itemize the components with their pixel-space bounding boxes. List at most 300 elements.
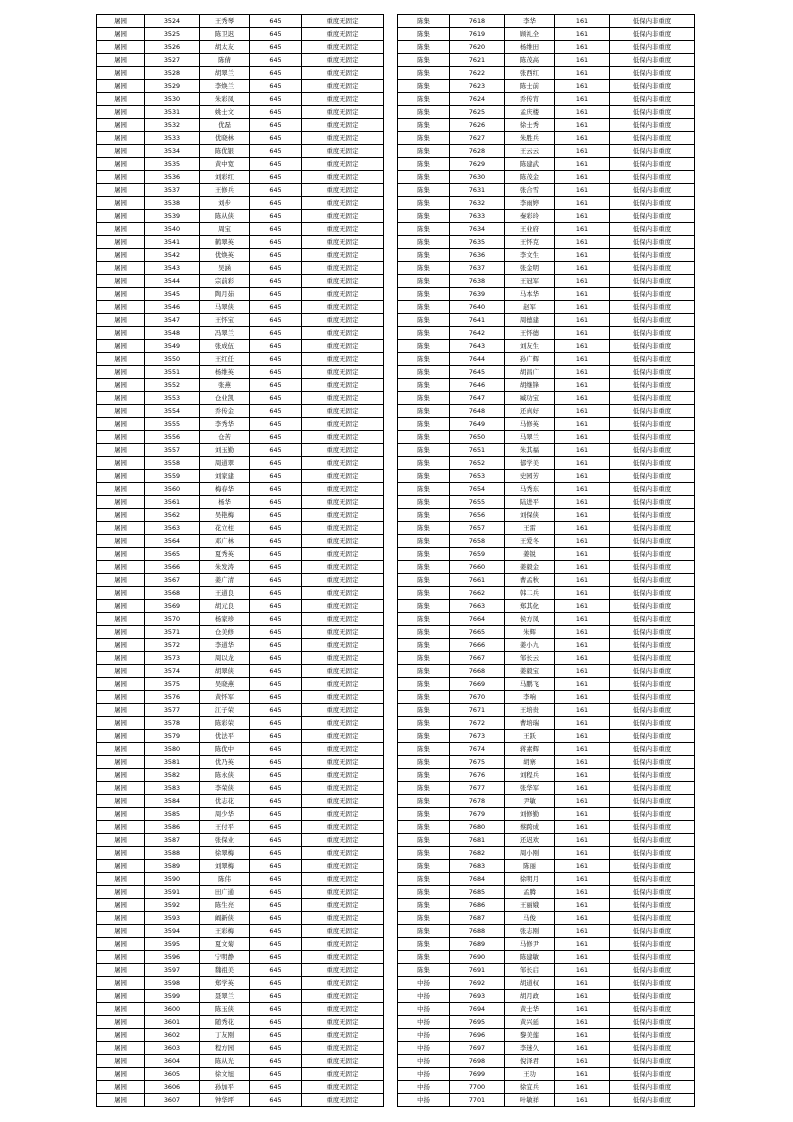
name-cell: 胡元良 bbox=[200, 600, 250, 613]
id-cell: 7636 bbox=[450, 249, 505, 262]
id-cell: 7653 bbox=[450, 470, 505, 483]
name-cell: 张西红 bbox=[505, 67, 555, 80]
town-cell: 屠园 bbox=[97, 1016, 145, 1029]
town-cell: 中扬 bbox=[398, 990, 450, 1003]
town-cell: 屠园 bbox=[97, 1042, 145, 1055]
town-cell: 屠园 bbox=[97, 678, 145, 691]
category-cell: 重度无固定 bbox=[302, 860, 384, 873]
town-cell: 陈集 bbox=[398, 262, 450, 275]
code-cell: 645 bbox=[250, 457, 302, 470]
category-cell: 低保内非重度 bbox=[610, 496, 695, 509]
town-cell: 陈集 bbox=[398, 171, 450, 184]
town-cell: 陈集 bbox=[398, 353, 450, 366]
category-cell: 重度无固定 bbox=[302, 470, 384, 483]
category-cell: 重度无固定 bbox=[302, 548, 384, 561]
id-cell: 7643 bbox=[450, 340, 505, 353]
town-cell: 中扬 bbox=[398, 1003, 450, 1016]
category-cell: 重度无固定 bbox=[302, 912, 384, 925]
name-cell: 刘彩红 bbox=[200, 171, 250, 184]
table-row bbox=[398, 938, 695, 951]
table-row bbox=[97, 834, 384, 847]
town-cell: 屠园 bbox=[97, 873, 145, 886]
name-cell: 杨家珍 bbox=[200, 613, 250, 626]
code-cell: 161 bbox=[555, 730, 610, 743]
table-row bbox=[398, 249, 695, 262]
category-cell: 低保内非重度 bbox=[610, 327, 695, 340]
table-row bbox=[97, 873, 384, 886]
code-cell: 161 bbox=[555, 80, 610, 93]
code-cell: 161 bbox=[555, 145, 610, 158]
town-cell: 陈集 bbox=[398, 509, 450, 522]
table-row bbox=[398, 1081, 695, 1094]
code-cell: 645 bbox=[250, 1003, 302, 1016]
id-cell: 3558 bbox=[145, 457, 200, 470]
town-cell: 屠园 bbox=[97, 808, 145, 821]
name-cell: 聂翠兰 bbox=[200, 990, 250, 1003]
town-cell: 屠园 bbox=[97, 561, 145, 574]
table-row bbox=[97, 1068, 384, 1081]
table-row bbox=[398, 353, 695, 366]
id-cell: 3546 bbox=[145, 301, 200, 314]
table-row bbox=[97, 665, 384, 678]
table-row bbox=[97, 145, 384, 158]
id-cell: 3552 bbox=[145, 379, 200, 392]
id-cell: 7659 bbox=[450, 548, 505, 561]
category-cell: 重度无固定 bbox=[302, 457, 384, 470]
id-cell: 7619 bbox=[450, 28, 505, 41]
id-cell: 7682 bbox=[450, 847, 505, 860]
category-cell: 低保内非重度 bbox=[610, 15, 695, 28]
town-cell: 陈集 bbox=[398, 80, 450, 93]
town-cell: 陈集 bbox=[398, 418, 450, 431]
code-cell: 645 bbox=[250, 561, 302, 574]
code-cell: 645 bbox=[250, 925, 302, 938]
code-cell: 645 bbox=[250, 483, 302, 496]
town-cell: 屠园 bbox=[97, 600, 145, 613]
table-row bbox=[97, 1016, 384, 1029]
code-cell: 161 bbox=[555, 41, 610, 54]
category-cell: 低保内非重度 bbox=[610, 743, 695, 756]
category-cell: 低保内非重度 bbox=[610, 873, 695, 886]
town-cell: 屠园 bbox=[97, 626, 145, 639]
town-cell: 陈集 bbox=[398, 886, 450, 899]
name-cell: 胡昌广 bbox=[505, 366, 555, 379]
town-cell: 陈集 bbox=[398, 366, 450, 379]
category-cell: 低保内非重度 bbox=[610, 275, 695, 288]
town-cell: 陈集 bbox=[398, 158, 450, 171]
name-cell: 鹤翠英 bbox=[200, 236, 250, 249]
table-row bbox=[398, 977, 695, 990]
code-cell: 161 bbox=[555, 28, 610, 41]
id-cell: 7684 bbox=[450, 873, 505, 886]
town-cell: 屠园 bbox=[97, 28, 145, 41]
table-row bbox=[398, 899, 695, 912]
table-row bbox=[398, 275, 695, 288]
town-cell: 屠园 bbox=[97, 197, 145, 210]
table-row bbox=[398, 41, 695, 54]
table-row bbox=[97, 366, 384, 379]
name-cell: 还迟欢 bbox=[505, 834, 555, 847]
name-cell: 优晓林 bbox=[200, 132, 250, 145]
name-cell: 王雷 bbox=[505, 522, 555, 535]
name-cell: 韩二兵 bbox=[505, 587, 555, 600]
id-cell: 3579 bbox=[145, 730, 200, 743]
code-cell: 645 bbox=[250, 366, 302, 379]
category-cell: 重度无固定 bbox=[302, 704, 384, 717]
town-cell: 陈集 bbox=[398, 327, 450, 340]
category-cell: 重度无固定 bbox=[302, 574, 384, 587]
code-cell: 161 bbox=[555, 340, 610, 353]
name-cell: 李焕兰 bbox=[200, 80, 250, 93]
table-row bbox=[97, 925, 384, 938]
name-cell: 马翠兰 bbox=[505, 431, 555, 444]
id-cell: 3543 bbox=[145, 262, 200, 275]
table-row bbox=[398, 405, 695, 418]
category-cell: 重度无固定 bbox=[302, 392, 384, 405]
code-cell: 645 bbox=[250, 548, 302, 561]
id-cell: 7658 bbox=[450, 535, 505, 548]
category-cell: 低保内非重度 bbox=[610, 834, 695, 847]
code-cell: 161 bbox=[555, 496, 610, 509]
category-cell: 低保内非重度 bbox=[610, 678, 695, 691]
id-cell: 3604 bbox=[145, 1055, 200, 1068]
name-cell: 杨维英 bbox=[200, 366, 250, 379]
code-cell: 161 bbox=[555, 574, 610, 587]
id-cell: 3554 bbox=[145, 405, 200, 418]
code-cell: 161 bbox=[555, 418, 610, 431]
id-cell: 3605 bbox=[145, 1068, 200, 1081]
id-cell: 7685 bbox=[450, 886, 505, 899]
code-cell: 161 bbox=[555, 1081, 610, 1094]
table-row bbox=[398, 691, 695, 704]
code-cell: 161 bbox=[555, 691, 610, 704]
name-cell: 刘保侠 bbox=[505, 509, 555, 522]
name-cell: 姜毅宝 bbox=[505, 665, 555, 678]
id-cell: 3585 bbox=[145, 808, 200, 821]
code-cell: 161 bbox=[555, 1094, 610, 1107]
town-cell: 屠园 bbox=[97, 15, 145, 28]
name-cell: 马修尹 bbox=[505, 938, 555, 951]
name-cell: 郑其化 bbox=[505, 600, 555, 613]
category-cell: 低保内非重度 bbox=[610, 483, 695, 496]
code-cell: 161 bbox=[555, 678, 610, 691]
id-cell: 3566 bbox=[145, 561, 200, 574]
id-cell: 7677 bbox=[450, 782, 505, 795]
name-cell: 刘程兵 bbox=[505, 769, 555, 782]
town-cell: 陈集 bbox=[398, 522, 450, 535]
code-cell: 161 bbox=[555, 197, 610, 210]
town-cell: 陈集 bbox=[398, 119, 450, 132]
town-cell: 屠园 bbox=[97, 1055, 145, 1068]
id-cell: 7655 bbox=[450, 496, 505, 509]
id-cell: 7697 bbox=[450, 1042, 505, 1055]
table-row bbox=[97, 808, 384, 821]
table-row bbox=[398, 587, 695, 600]
id-cell: 3560 bbox=[145, 483, 200, 496]
name-cell: 邓广林 bbox=[200, 535, 250, 548]
code-cell: 645 bbox=[250, 496, 302, 509]
code-cell: 161 bbox=[555, 54, 610, 67]
category-cell: 低保内非重度 bbox=[610, 418, 695, 431]
town-cell: 陈集 bbox=[398, 925, 450, 938]
town-cell: 陈集 bbox=[398, 860, 450, 873]
code-cell: 161 bbox=[555, 977, 610, 990]
name-cell: 马秀东 bbox=[505, 483, 555, 496]
town-cell: 屠园 bbox=[97, 145, 145, 158]
code-cell: 645 bbox=[250, 886, 302, 899]
name-cell: 夏文菊 bbox=[200, 938, 250, 951]
category-cell: 重度无固定 bbox=[302, 964, 384, 977]
category-cell: 重度无固定 bbox=[302, 41, 384, 54]
code-cell: 161 bbox=[555, 132, 610, 145]
code-cell: 161 bbox=[555, 288, 610, 301]
category-cell: 低保内非重度 bbox=[610, 249, 695, 262]
name-cell: 仓业凯 bbox=[200, 392, 250, 405]
category-cell: 重度无固定 bbox=[302, 925, 384, 938]
table-row bbox=[398, 132, 695, 145]
table-row bbox=[398, 678, 695, 691]
category-cell: 低保内非重度 bbox=[610, 860, 695, 873]
town-cell: 陈集 bbox=[398, 93, 450, 106]
id-cell: 3533 bbox=[145, 132, 200, 145]
town-cell: 屠园 bbox=[97, 275, 145, 288]
category-cell: 低保内非重度 bbox=[610, 67, 695, 80]
category-cell: 低保内非重度 bbox=[610, 600, 695, 613]
town-cell: 屠园 bbox=[97, 236, 145, 249]
code-cell: 645 bbox=[250, 132, 302, 145]
name-cell: 陈玉侠 bbox=[200, 1003, 250, 1016]
category-cell: 重度无固定 bbox=[302, 769, 384, 782]
name-cell: 程方园 bbox=[200, 1042, 250, 1055]
town-cell: 屠园 bbox=[97, 249, 145, 262]
name-cell: 王丽娥 bbox=[505, 899, 555, 912]
id-cell: 3534 bbox=[145, 145, 200, 158]
id-cell: 7622 bbox=[450, 67, 505, 80]
category-cell: 低保内非重度 bbox=[610, 964, 695, 977]
category-cell: 低保内非重度 bbox=[610, 54, 695, 67]
category-cell: 低保内非重度 bbox=[610, 613, 695, 626]
category-cell: 重度无固定 bbox=[302, 587, 384, 600]
town-cell: 陈集 bbox=[398, 782, 450, 795]
table-row bbox=[398, 639, 695, 652]
name-cell: 蒋素辉 bbox=[505, 743, 555, 756]
table-row bbox=[398, 210, 695, 223]
table-row bbox=[398, 106, 695, 119]
name-cell: 陈建敏 bbox=[505, 951, 555, 964]
category-cell: 重度无固定 bbox=[302, 600, 384, 613]
id-cell: 7639 bbox=[450, 288, 505, 301]
code-cell: 161 bbox=[555, 158, 610, 171]
table-row bbox=[398, 431, 695, 444]
name-cell: 周道翠 bbox=[200, 457, 250, 470]
code-cell: 161 bbox=[555, 93, 610, 106]
category-cell: 重度无固定 bbox=[302, 301, 384, 314]
name-cell: 侯方凤 bbox=[505, 613, 555, 626]
category-cell: 低保内非重度 bbox=[610, 171, 695, 184]
id-cell: 3547 bbox=[145, 314, 200, 327]
table-row bbox=[97, 756, 384, 769]
id-cell: 7700 bbox=[450, 1081, 505, 1094]
table-row bbox=[398, 704, 695, 717]
name-cell: 徐文旭 bbox=[200, 1068, 250, 1081]
table-row bbox=[97, 340, 384, 353]
id-cell: 3598 bbox=[145, 977, 200, 990]
table-row bbox=[97, 197, 384, 210]
code-cell: 161 bbox=[555, 405, 610, 418]
name-cell: 刘玉勤 bbox=[200, 444, 250, 457]
name-cell: 黄士华 bbox=[505, 1003, 555, 1016]
category-cell: 重度无固定 bbox=[302, 834, 384, 847]
code-cell: 161 bbox=[555, 860, 610, 873]
category-cell: 重度无固定 bbox=[302, 678, 384, 691]
name-cell: 乔传金 bbox=[200, 405, 250, 418]
table-row bbox=[97, 938, 384, 951]
name-cell: 钟华坪 bbox=[200, 1094, 250, 1107]
town-cell: 陈集 bbox=[398, 132, 450, 145]
name-cell: 胡太友 bbox=[200, 41, 250, 54]
table-row bbox=[97, 1029, 384, 1042]
category-cell: 重度无固定 bbox=[302, 1068, 384, 1081]
table-row bbox=[398, 730, 695, 743]
code-cell: 161 bbox=[555, 808, 610, 821]
id-cell: 7693 bbox=[450, 990, 505, 1003]
right-table bbox=[397, 14, 695, 1107]
code-cell: 645 bbox=[250, 93, 302, 106]
town-cell: 中扬 bbox=[398, 1081, 450, 1094]
table-row bbox=[97, 587, 384, 600]
code-cell: 161 bbox=[555, 886, 610, 899]
table-row bbox=[97, 457, 384, 470]
code-cell: 645 bbox=[250, 1016, 302, 1029]
table-row bbox=[398, 756, 695, 769]
category-cell: 重度无固定 bbox=[302, 444, 384, 457]
table-row bbox=[398, 15, 695, 28]
name-cell: 邹长启 bbox=[505, 964, 555, 977]
code-cell: 161 bbox=[555, 873, 610, 886]
category-cell: 重度无固定 bbox=[302, 1016, 384, 1029]
code-cell: 645 bbox=[250, 301, 302, 314]
id-cell: 3597 bbox=[145, 964, 200, 977]
id-cell: 3603 bbox=[145, 1042, 200, 1055]
town-cell: 屠园 bbox=[97, 93, 145, 106]
town-cell: 屠园 bbox=[97, 652, 145, 665]
table-row bbox=[398, 665, 695, 678]
id-cell: 3568 bbox=[145, 587, 200, 600]
town-cell: 中扬 bbox=[398, 1042, 450, 1055]
table-row bbox=[398, 67, 695, 80]
code-cell: 645 bbox=[250, 990, 302, 1003]
town-cell: 陈集 bbox=[398, 717, 450, 730]
name-cell: 黎美莲 bbox=[505, 1029, 555, 1042]
category-cell: 低保内非重度 bbox=[610, 379, 695, 392]
table-row bbox=[398, 925, 695, 938]
name-cell: 赵军 bbox=[505, 301, 555, 314]
table-row bbox=[97, 41, 384, 54]
town-cell: 屠园 bbox=[97, 41, 145, 54]
category-cell: 低保内非重度 bbox=[610, 925, 695, 938]
town-cell: 中扬 bbox=[398, 1029, 450, 1042]
table-row bbox=[398, 860, 695, 873]
town-cell: 陈集 bbox=[398, 28, 450, 41]
id-cell: 7666 bbox=[450, 639, 505, 652]
id-cell: 7642 bbox=[450, 327, 505, 340]
table-row bbox=[398, 652, 695, 665]
code-cell: 161 bbox=[555, 171, 610, 184]
code-cell: 645 bbox=[250, 1029, 302, 1042]
town-cell: 屠园 bbox=[97, 730, 145, 743]
category-cell: 低保内非重度 bbox=[610, 938, 695, 951]
id-cell: 3532 bbox=[145, 119, 200, 132]
town-cell: 屠园 bbox=[97, 990, 145, 1003]
category-cell: 重度无固定 bbox=[302, 977, 384, 990]
name-cell: 李荣侠 bbox=[200, 782, 250, 795]
code-cell: 161 bbox=[555, 236, 610, 249]
table-row bbox=[97, 106, 384, 119]
table-row bbox=[398, 574, 695, 587]
town-cell: 陈集 bbox=[398, 743, 450, 756]
name-cell: 朱彩凤 bbox=[200, 93, 250, 106]
id-cell: 7664 bbox=[450, 613, 505, 626]
id-cell: 3578 bbox=[145, 717, 200, 730]
id-cell: 7673 bbox=[450, 730, 505, 743]
name-cell: 宁明静 bbox=[200, 951, 250, 964]
category-cell: 重度无固定 bbox=[302, 15, 384, 28]
table-row bbox=[398, 470, 695, 483]
town-cell: 屠园 bbox=[97, 262, 145, 275]
table-row bbox=[97, 158, 384, 171]
table-row bbox=[398, 1094, 695, 1107]
table-row bbox=[398, 158, 695, 171]
category-cell: 重度无固定 bbox=[302, 366, 384, 379]
id-cell: 3527 bbox=[145, 54, 200, 67]
id-cell: 7688 bbox=[450, 925, 505, 938]
town-cell: 屠园 bbox=[97, 54, 145, 67]
town-cell: 屠园 bbox=[97, 379, 145, 392]
town-cell: 屠园 bbox=[97, 886, 145, 899]
town-cell: 陈集 bbox=[398, 197, 450, 210]
town-cell: 屠园 bbox=[97, 535, 145, 548]
town-cell: 陈集 bbox=[398, 41, 450, 54]
town-cell: 陈集 bbox=[398, 392, 450, 405]
category-cell: 低保内非重度 bbox=[610, 41, 695, 54]
name-cell: 陈优中 bbox=[200, 743, 250, 756]
code-cell: 161 bbox=[555, 106, 610, 119]
category-cell: 低保内非重度 bbox=[610, 444, 695, 457]
table-row bbox=[398, 392, 695, 405]
id-cell: 7668 bbox=[450, 665, 505, 678]
name-cell: 李华 bbox=[505, 15, 555, 28]
table-row bbox=[97, 353, 384, 366]
id-cell: 3581 bbox=[145, 756, 200, 769]
id-cell: 3599 bbox=[145, 990, 200, 1003]
town-cell: 陈集 bbox=[398, 652, 450, 665]
category-cell: 重度无固定 bbox=[302, 28, 384, 41]
category-cell: 低保内非重度 bbox=[610, 522, 695, 535]
town-cell: 陈集 bbox=[398, 249, 450, 262]
category-cell: 重度无固定 bbox=[302, 613, 384, 626]
name-cell: 陈丽 bbox=[505, 860, 555, 873]
code-cell: 161 bbox=[555, 392, 610, 405]
name-cell: 杨华 bbox=[200, 496, 250, 509]
left-table bbox=[96, 14, 384, 1107]
id-cell: 3586 bbox=[145, 821, 200, 834]
table-row bbox=[398, 782, 695, 795]
name-cell: 徐明月 bbox=[505, 873, 555, 886]
table-row bbox=[97, 678, 384, 691]
town-cell: 屠园 bbox=[97, 431, 145, 444]
town-cell: 屠园 bbox=[97, 67, 145, 80]
town-cell: 屠园 bbox=[97, 782, 145, 795]
